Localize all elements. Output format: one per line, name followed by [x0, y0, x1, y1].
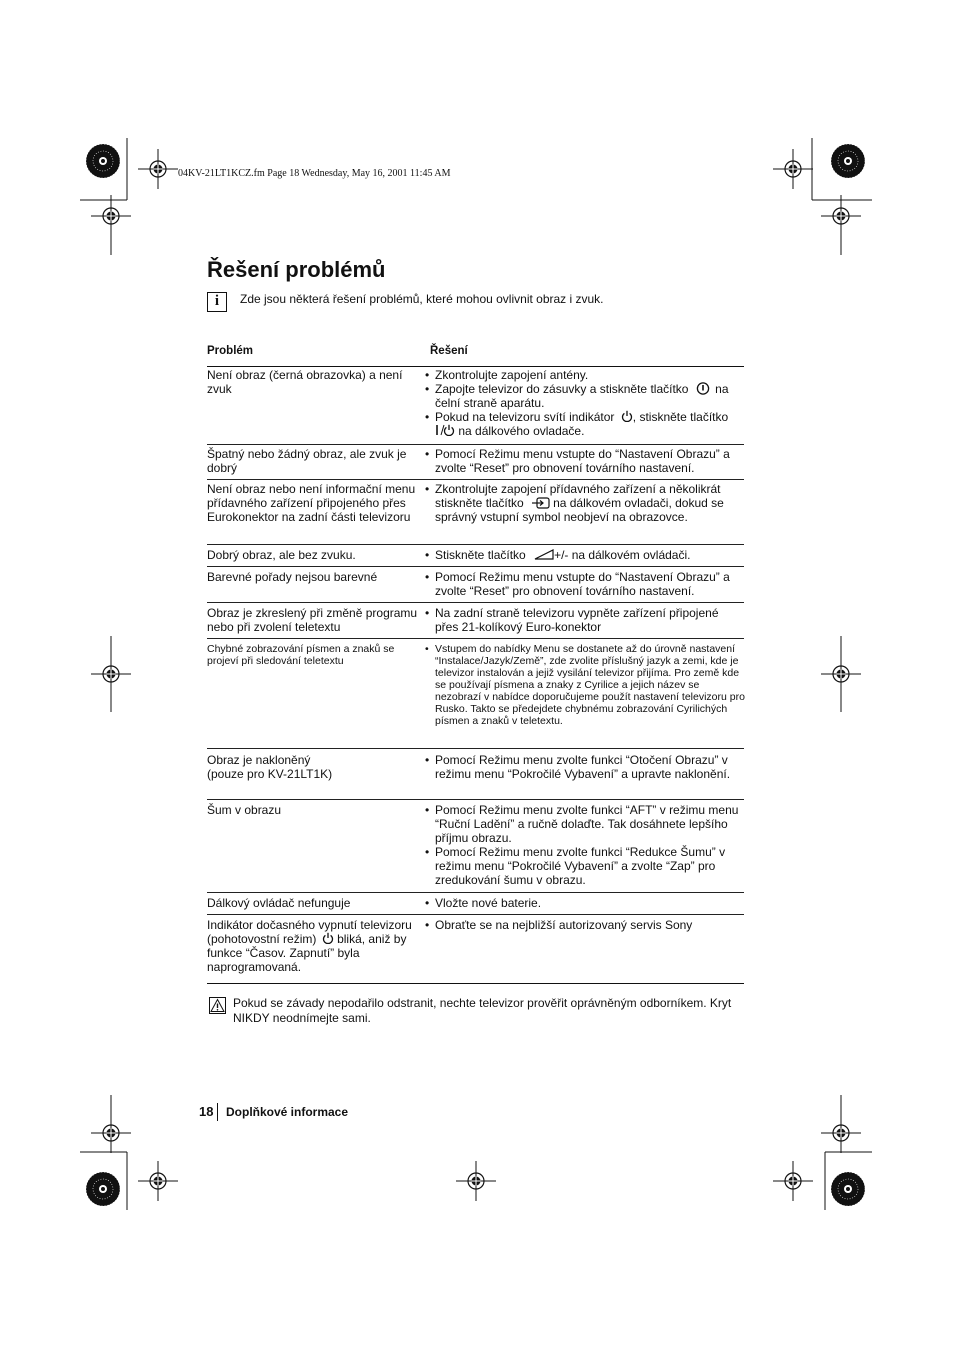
standby-icon: [621, 410, 633, 422]
column-header-solution: Řešení: [430, 345, 468, 357]
table-row-problem: Dobrý obraz, ale bez zvuku.: [207, 548, 356, 562]
file-header: 04KV-21LT1KCZ.fm Page 18 Wednesday, May 16, 2001 11:45 AM: [178, 168, 451, 179]
table-bottom-rule: [207, 983, 744, 984]
table-row-problem: Šum v obrazu: [207, 803, 282, 817]
table-row-solution: [425, 606, 745, 634]
solution-item: • Na zadní straně televizoru vypněte zařízení připojené přes 21-kolíkový Euro-konektor: [425, 606, 745, 634]
standby-toggle-icon: [435, 424, 455, 436]
table-row-problem: Není obraz nebo není informační menu přídavného zařízení připojeného přes Eurokonektor na zadní části televizoru: [207, 482, 416, 524]
row-divider: [207, 444, 744, 445]
table-row-problem: Indikátor dočasného vypnutí televizoru (pohotovostní režim) bliká, aniž by funkce “Časov. Zapnutí” byla naprogramovaná.: [207, 918, 412, 974]
row-divider: [207, 544, 744, 545]
table-row-solution: [425, 482, 745, 524]
page-title: Řešení problémů: [207, 257, 386, 282]
standby-icon: [322, 932, 334, 944]
solution-item: • Vstupem do nabídky Menu se dostanete až do úrovně nastavení “Instalace/Jazyk/Země”, zde zvolite příslušný jazyk a zemi, kde je televizor instalován a jejiž vysilání televizor přijíma. Pro země kde se používají písmena a znaky z Cyrilice a jejich název se nezobrazí v nabídce doporučujeme použít nastavení televizoru pro Rusko. Takto se předejdete chybnému zobrazování Cyrilichých písmen a znaků v teletextu.: [425, 643, 745, 727]
solution-item: • Obraťte se na nejbližší autorizovaný servis Sony: [425, 918, 745, 932]
solution-item: • Pokud na televizoru svítí indikátor , stiskněte tlačítko na dálkového ovladače.: [425, 410, 745, 438]
table-row-problem: Barevné pořady nejsou barevné: [207, 570, 378, 584]
solution-item: • Zkontrolujte zapojení antény.: [425, 368, 745, 382]
table-row-problem: Není obraz (černá obrazovka) a není zvuk: [207, 368, 403, 396]
intro-text: Zde jsou některá řešení problémů, které mohou ovlivnit obraz i zvuk.: [240, 292, 604, 306]
table-row-solution: [425, 368, 745, 438]
info-icon: i: [207, 292, 227, 312]
row-divider: [207, 602, 744, 603]
table-row-solution: [425, 570, 745, 598]
row-divider: [207, 799, 744, 800]
solution-item: • Pomocí Režimu menu zvolte funkci “AFT” v režimu menu “Ruční Ladění” a ručně dolaďte. Tak dosáhnete lepšího příjmu obrazu.: [425, 803, 745, 845]
warning-text: Pokud se závady nepodařilo odstranit, nechte televizor prověřit oprávněným odborníkem. Kryt NIKDY neodnímejte sami.: [233, 996, 732, 1025]
row-divider: [207, 914, 744, 915]
footer-separator: [217, 1103, 218, 1121]
input-select-icon: [531, 497, 551, 509]
table-row-solution: [425, 753, 745, 781]
row-divider: [207, 638, 744, 639]
solution-item: • Pomocí Režimu menu zvolte funkci “Otočení Obrazu” v režimu menu “Pokročilé Vybavení” a upravte naklonění.: [425, 753, 745, 781]
row-divider: [207, 892, 744, 893]
volume-icon: [534, 549, 554, 560]
solution-item: • Vložte nové baterie.: [425, 896, 745, 910]
table-row-solution: [425, 918, 745, 932]
section-name: Doplňkové informace: [226, 1105, 349, 1119]
table-header-rule: [207, 366, 744, 367]
table-row-solution: [425, 896, 745, 910]
table-row-solution: [425, 803, 745, 887]
row-divider: [207, 566, 744, 567]
warning-icon: [209, 997, 226, 1014]
row-divider: [207, 479, 744, 480]
table-row-solution: [425, 643, 745, 727]
table-row-solution: [425, 548, 745, 562]
table-row-solution: [425, 447, 745, 475]
solution-item: • Pomocí Režimu menu vstupte do “Nastavení Obrazu” a zvolte “Reset” pro obnovení továrního nastavení.: [425, 570, 745, 598]
solution-item: • Stiskněte tlačítko +/- na dálkovém ovládači.: [425, 548, 745, 562]
table-row-problem: Obraz je zkreslený při změně programu nebo při zvolení teletextu: [207, 606, 418, 634]
solution-item: • Zapojte televizor do zásuvky a stiskněte tlačítko na čelní straně aparátu.: [425, 382, 745, 410]
solution-item: • Pomocí Režimu menu vstupte do “Nastavení Obrazu” a zvolte “Reset” pro obnovení továrního nastavení.: [425, 447, 745, 475]
solution-item: • Pomocí Režimu menu zvolte funkci “Redukce Šumu” v režimu menu “Pokročilé Vybavení” a zvolte “Zap” pro zredukování šumu v obrazu.: [425, 845, 745, 887]
column-header-problem: Problém: [207, 345, 254, 357]
solution-item: • Zkontrolujte zapojení přídavného zařízení a několikrát stiskněte tlačítko na dálkovém ovladači, dokud se správný vstupní symbol neobjeví na obrazovce.: [425, 482, 745, 524]
page-number: 18: [199, 1104, 214, 1119]
power-icon: [696, 382, 710, 395]
table-row-problem: Dálkový ovládač nefunguje: [207, 896, 351, 910]
table-row-problem: Chybné zobrazování písmen a znaků se projeví při sledování teletextu: [207, 643, 395, 667]
row-divider: [207, 748, 744, 749]
table-row-problem: Špatný nebo žádný obraz, ale zvuk je dobrý: [207, 447, 407, 475]
table-row-problem: Obraz je nakloněný (pouze pro KV-21LT1K): [207, 753, 333, 781]
